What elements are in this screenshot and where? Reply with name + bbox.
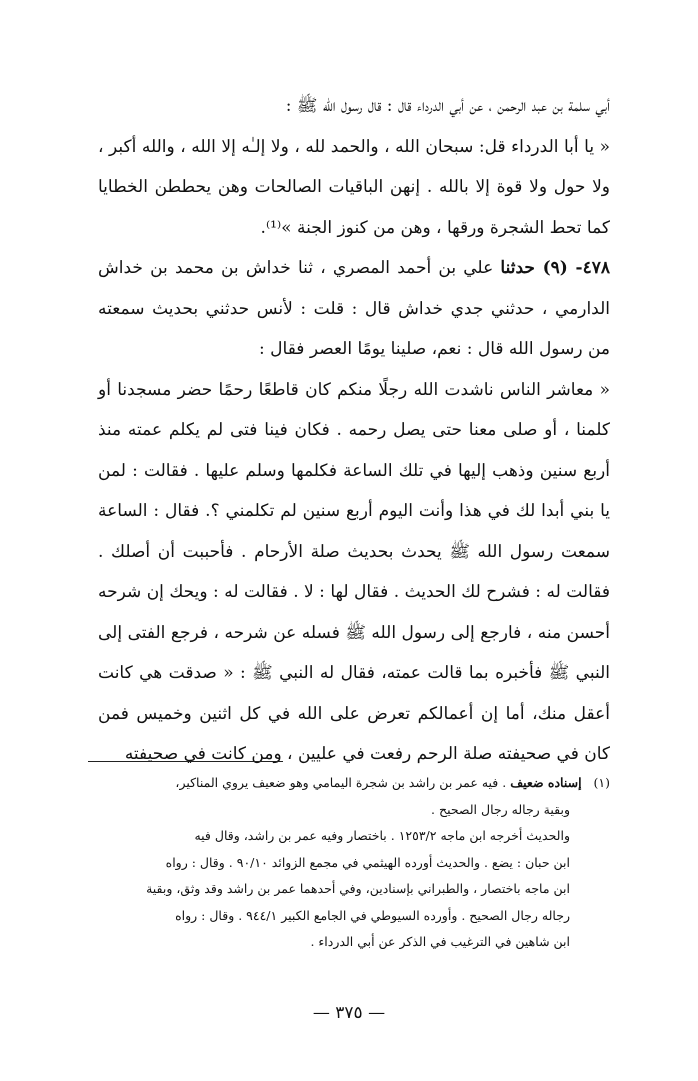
footnote-text: . فيه عمر بن راشد بن شجرة اليمامي وهو ضعيف يروي المناكير، [175,775,507,790]
paragraph-1: أبي سلمة بن عبد الرحمن ، عن أبي الدرداء قال : قال رسول الله ﷺ : [285,96,610,116]
footnotes [88,770,610,956]
footnote-line: وبقية رجاله رجال الصحيح . [431,801,570,817]
footnote-line: ابن حبان : يضع . والحديث أورده الهيثمي في مجمع الزوائد ٩٠/١٠ . وقال : رواه [165,854,570,870]
footnote-line: ابن ماجه باختصار ، والطبراني بإسنادين، وفي أحدهما عمر بن راشد وقد وثق، وبقية [146,881,570,896]
footnote-line: ابن شاهين في الترغيب في الذكر عن أبي الدرداء . [310,934,570,949]
page-number: — ٣٧٥ — [312,1003,386,1023]
footnote-line: رجاله رجال الصحيح . وأورده السيوطي في الجامع الكبير ٩٤٤/١ . وقال : رواه [175,907,570,923]
hadith-chain: علي بن أحمد المصري ، ثنا خداش بن محمد بن خداش الدارمي ، حدثني جدي خداش قال : قلت : لأنس حدثني بحديث سمعته من رسول الله قال : نعم، صلينا يومًا العصر فقال : [98,258,610,359]
paragraph-3 [98,248,610,370]
paragraph-4: « معاشر الناس ناشدت الله رجلًا منكم كان قاطعًا رحمًا حضر مسجدنا أو كلمنا ، أو صلى معنا حتى يصل رحمه . فكان فينا فتى لم يكلم عمته منذ أربع سنين وذهب إليها في تلك الساعة فكلمها وسلم عليها . فقالت : لمن يا بني أبدا لك في هذا وأنت اليوم أربع سنين لم تكلمني ؟. فقال : الساعة سمعت رسول الله ﷺ يحدث بحديث صلة الأرحام . فأحببت أن أصلك . فقالت له : فشرح لك الحديث . فقال لها : لا . فقالت له : ويحك إن شرحه أحسن منه ، فارجع إلى رسول الله ﷺ فسله عن شرحه ، فرجع الفتى إلى النبي ﷺ فأخبره بما قالت عمته، فقال له النبي ﷺ : « صدقت هي كانت أعقل منك، أما إن أعمالكم تعرض على الله في كل اثنين وخميس فمن كان في صحيفته صلة الرحم رفعت في عليين ، ومن كانت في صحيفته [98,379,611,764]
footnote-separator [88,761,283,762]
hadith-number: ٤٧٨- (٩) حدثنا [500,258,611,278]
footnote-grade: إسناده ضعيف [510,775,582,790]
footnote-line: والحديث أخرجه ابن ماجه ١٢٥٣/٢ . باختصار وفيه عمر بن راشد، وقال فيه [194,828,570,843]
main-text [98,86,610,775]
footnote-marker: (١) [593,775,610,790]
paragraph-2: « يا أبا الدرداء قل: سبحان الله ، والحمد لله ، ولا إلـٰه إلا الله ، والله أكبر ، ولا حول ولا قوة إلا بالله . إنهن الباقيات الصالحات وهن يحططن الخطايا كما تحط الشجرة ورقها ، وهن من كنوز الجنة »⁽¹⁾. [98,136,610,238]
footnote-line [88,770,610,797]
